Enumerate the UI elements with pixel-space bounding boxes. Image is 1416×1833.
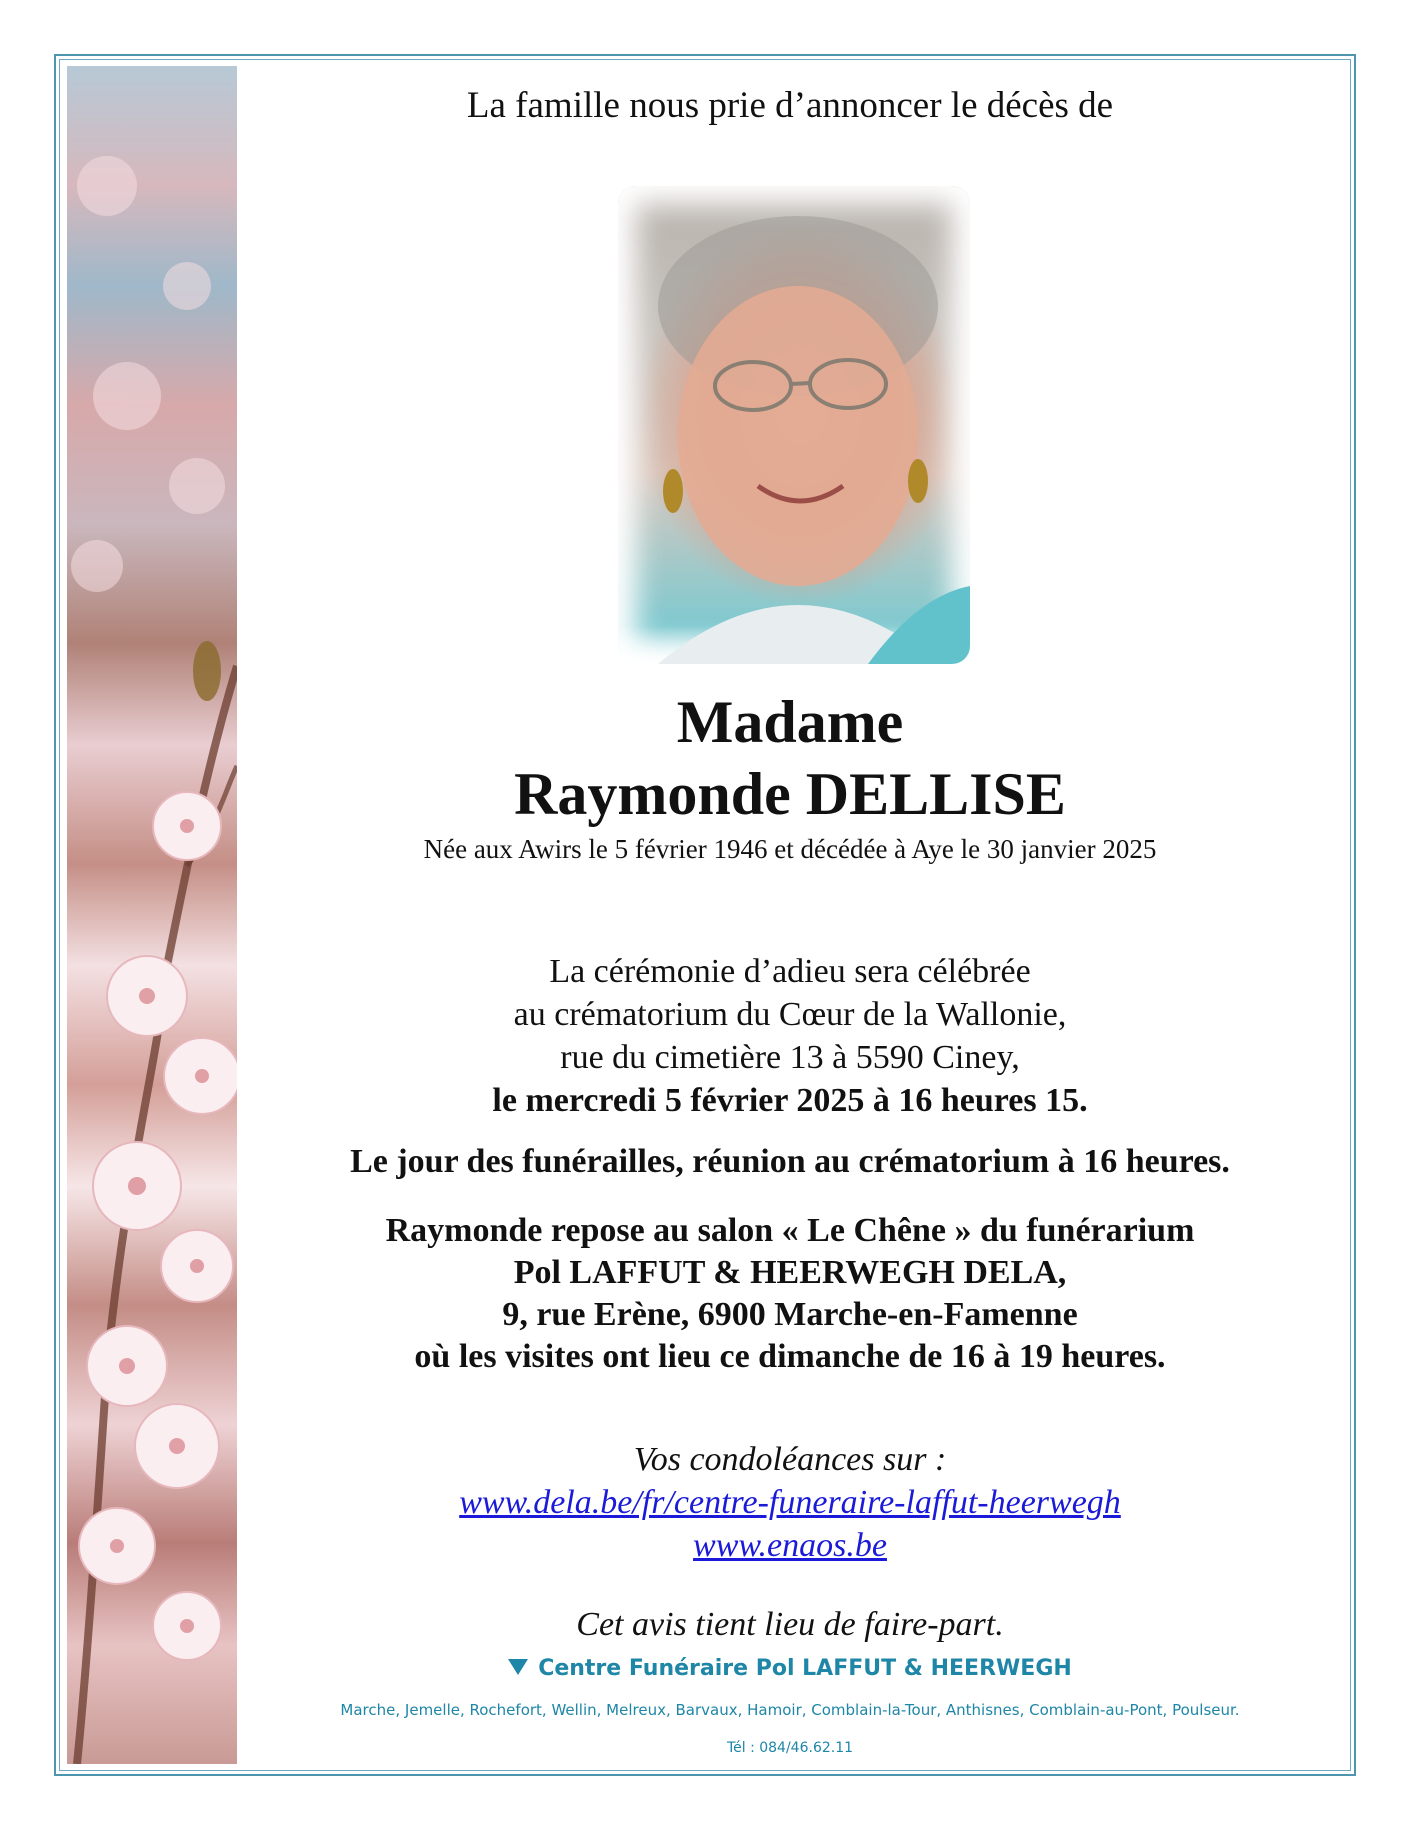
cherry-blossom-strip-image: [67, 66, 237, 1764]
condolences-label: Vos condoléances sur :: [633, 1441, 947, 1478]
ceremony-datetime: le mercredi 5 février 2025 à 16 heures 15.: [492, 1082, 1088, 1119]
deceased-name: Raymonde DELLISE: [514, 761, 1066, 827]
meeting-info: Le jour des funérailles, réunion au crématorium à 16 heures.: [350, 1143, 1230, 1180]
footer-localities: Marche, Jemelle, Rochefort, Wellin, Melreux, Barvaux, Hamoir, Comblain-la-Tour, Anthisnes, Comblain-au-Pont, Poulseur.: [340, 1701, 1240, 1719]
ceremony-line-2: au crématorium du Cœur de la Wallonie,: [513, 996, 1067, 1033]
ceremony-line-1: La cérémonie d’adieu sera célébrée: [549, 953, 1031, 990]
rest-line-2: Pol LAFFUT & HEERWEGH DELA,: [513, 1254, 1067, 1291]
birth-death-dates: Née aux Awirs le 5 février 1946 et décédée à Aye le 30 janvier 2025: [423, 834, 1157, 864]
triangle-down-icon: [508, 1659, 528, 1675]
condolences-link-enaos[interactable]: www.enaos.be: [693, 1527, 887, 1564]
footer-company: [240, 1656, 1340, 1681]
rest-line-4: où les visites ont lieu ce dimanche de 16 à 19 heures.: [414, 1338, 1166, 1375]
company-name: Centre Funéraire Pol LAFFUT & HEERWEGH: [538, 1656, 1072, 1681]
condolences-section: [240, 1438, 1340, 1567]
honorific-title: Madame: [676, 689, 904, 755]
notice-text: Cet avis tient lieu de faire-part.: [576, 1606, 1004, 1643]
portrait-photo: [618, 186, 970, 664]
footer-phone: Tél : 084/46.62.11: [726, 1740, 854, 1756]
condolences-link-dela[interactable]: www.dela.be/fr/centre-funeraire-laffut-heerwegh: [459, 1484, 1121, 1521]
rest-line-3: 9, rue Erène, 6900 Marche-en-Famenne: [502, 1296, 1078, 1333]
ceremony-details: [240, 950, 1340, 1122]
ceremony-line-3: rue du cimetière 13 à 5590 Ciney,: [560, 1039, 1020, 1076]
intro-text: La famille nous prie d’annoncer le décès de: [466, 85, 1114, 126]
funeral-home-details: [240, 1210, 1340, 1378]
rest-line-1: Raymonde repose au salon « Le Chêne » du funérarium: [385, 1212, 1195, 1249]
